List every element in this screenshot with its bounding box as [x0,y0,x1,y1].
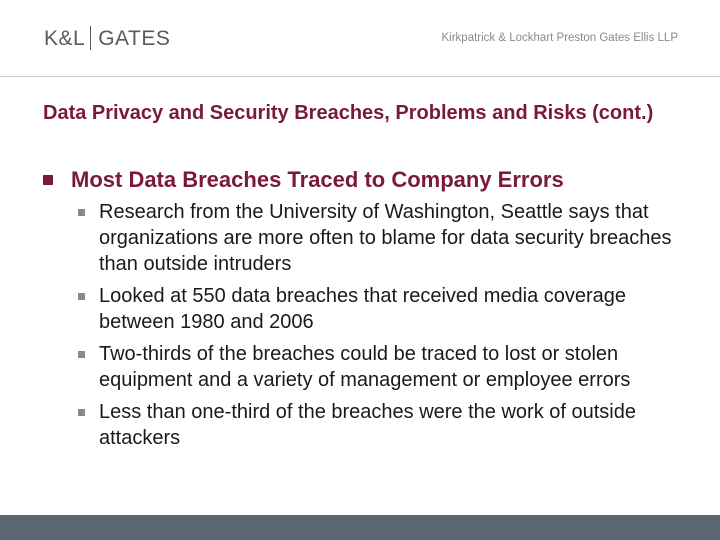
sub-point-text: Less than one-third of the breaches were the work of outside attackers [99,401,636,449]
slide-header [0,0,720,76]
header-divider [0,76,720,77]
main-point-text: Most Data Breaches Traced to Company Errors [71,167,564,192]
square-bullet-icon [78,409,85,416]
logo-left-text: K&L [44,26,86,50]
square-bullet-icon [43,175,53,185]
slide-title: Data Privacy and Security Breaches, Problems and Risks (cont.) [43,102,654,124]
square-bullet-icon [78,351,85,358]
logo-divider [90,26,91,50]
sub-point-text: Looked at 550 data breaches that received media coverage between 1980 and 2006 [99,285,627,333]
firm-name: Kirkpatrick & Lockhart Preston Gates Ellis LLP [441,32,678,44]
kl-gates-logo [44,26,170,50]
square-bullet-icon [78,293,85,300]
square-bullet-icon [78,209,85,216]
sub-bullet-item [78,199,683,277]
sub-bullet-item [78,341,683,393]
sub-bullet-item [78,399,683,451]
sub-point-text: Two-thirds of the breaches could be traced to lost or stolen equipment and a variety of management or employee errors [99,343,631,391]
logo-right-text: GATES [98,26,171,50]
sub-point-text: Research from the University of Washington, Seattle says that organizations are more often to blame for data security breaches than outside intruders [99,201,672,275]
sub-bullet-list [78,199,683,451]
slide-content [43,165,683,457]
footer-bar [0,515,720,540]
main-bullet-point [43,165,683,195]
sub-bullet-item [78,283,683,335]
